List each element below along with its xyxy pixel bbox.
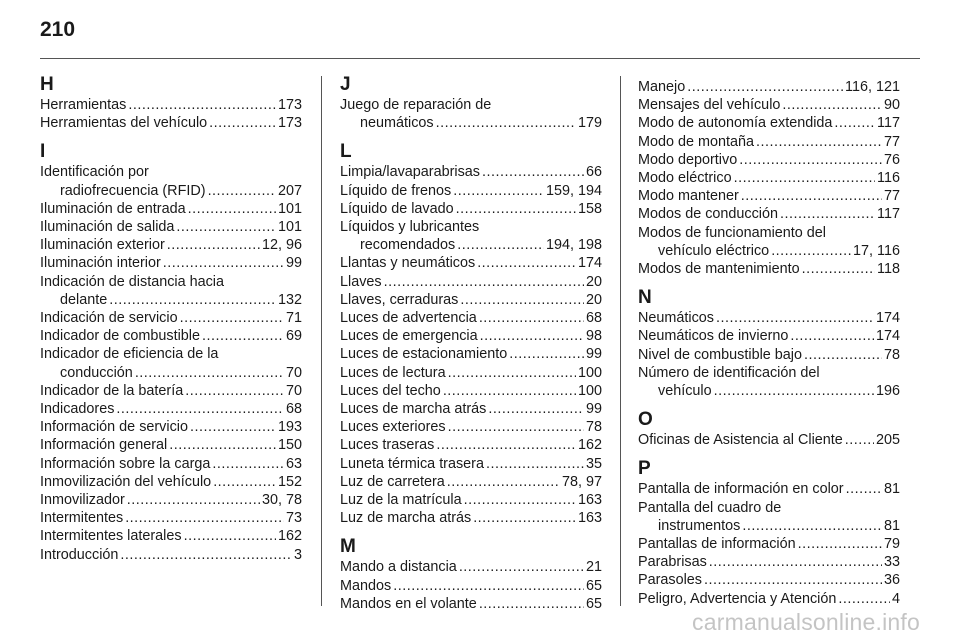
index-column-2 [340, 74, 602, 613]
index-entry [638, 517, 900, 535]
index-entry [340, 364, 602, 382]
entry-term: Neumáticos de invierno [638, 328, 789, 345]
index-entry [340, 254, 602, 272]
index-entry-heading: Indicador de eficiencia de la [40, 346, 219, 363]
section-letter: N [638, 287, 652, 309]
dot-leader [790, 327, 874, 345]
entry-term: Pantalla de información en color [638, 481, 844, 498]
entry-page-ref: 90 [883, 97, 900, 114]
entry-page-ref: 196 [875, 383, 900, 400]
dot-leader [209, 114, 276, 132]
dot-leader [714, 382, 874, 400]
entry-page-ref: 68 [585, 310, 602, 327]
entry-page-ref: 116 [877, 170, 900, 187]
index-entry [40, 327, 302, 345]
entry-term: Modos de mantenimiento [638, 261, 800, 278]
index-entry [40, 200, 302, 218]
entry-page-ref: 174 [875, 328, 900, 345]
section-letter: O [638, 409, 653, 431]
entry-page-ref: 194, 198 [545, 237, 602, 254]
dot-leader [202, 327, 284, 345]
index-entry [40, 114, 302, 132]
entry-page-ref: 162 [277, 528, 302, 545]
dot-leader [120, 546, 292, 564]
entry-page-ref: 71 [285, 310, 302, 327]
entry-page-ref: 20 [585, 291, 602, 308]
index-entry [340, 291, 602, 309]
index-entry [638, 242, 900, 260]
entry-page-ref: 118 [877, 261, 900, 278]
entry-term: Iluminación de entrada [40, 200, 186, 217]
index-entry [638, 431, 900, 449]
dot-leader [459, 558, 584, 576]
entry-page-ref: 70 [285, 382, 302, 399]
index-column-1 [40, 74, 302, 564]
entry-term: Iluminación exterior [40, 237, 165, 254]
entry-page-ref: 99 [585, 401, 602, 418]
entry-page-ref: 174 [875, 310, 900, 327]
entry-page-ref: 78 [883, 346, 900, 363]
index-entry [638, 480, 900, 498]
entry-term: Inmovilización del vehículo [40, 473, 212, 490]
index-entry [40, 400, 302, 418]
entry-page-ref: 173 [277, 97, 302, 113]
index-entry [40, 418, 302, 436]
column-divider [620, 76, 621, 606]
dot-leader [756, 133, 882, 151]
index-entry [638, 535, 900, 553]
dot-leader [488, 400, 584, 418]
dot-leader [739, 151, 882, 169]
index-entry [638, 133, 900, 151]
index-entry-heading: Líquidos y lubricantes [340, 219, 480, 236]
index-entry [340, 558, 602, 576]
index-entry [340, 418, 602, 436]
entry-page-ref: 163 [577, 492, 602, 509]
entry-term: Parasoles [638, 572, 702, 589]
entry-term: Luces del techo [340, 382, 441, 399]
entry-term: neumáticos [360, 115, 434, 132]
dot-leader [447, 473, 560, 491]
entry-term: Pantallas de información [638, 536, 796, 553]
entry-term: Mando a distancia [340, 559, 457, 576]
entry-term: Introducción [40, 546, 119, 563]
dot-leader [109, 291, 276, 309]
entry-term: Neumáticos [638, 310, 714, 327]
entry-page-ref: 179 [577, 115, 602, 132]
dot-leader [456, 200, 576, 218]
entry-term: Inmovilizador [40, 492, 125, 509]
dot-leader [213, 473, 276, 491]
dot-leader [443, 382, 576, 400]
dot-leader [169, 436, 276, 454]
entry-term: Líquido de lavado [340, 200, 454, 217]
dot-leader [116, 400, 284, 418]
entry-term: Modo eléctrico [638, 170, 732, 187]
index-entry [40, 473, 302, 491]
entry-page-ref: 69 [285, 328, 302, 345]
index-entry [40, 509, 302, 527]
dot-leader [448, 418, 584, 436]
entry-term: Limpia/lavaparabrisas [340, 164, 480, 181]
index-entry-heading: Pantalla del cuadro de [638, 499, 782, 516]
dot-leader [480, 327, 584, 345]
dot-leader [704, 571, 882, 589]
index-entry [340, 273, 602, 291]
entry-term: Modo deportivo [638, 151, 738, 168]
index-entry [40, 546, 302, 564]
dot-leader [802, 260, 875, 278]
dot-leader [436, 114, 576, 132]
entry-page-ref: 174 [577, 255, 602, 272]
index-entry [340, 200, 602, 218]
dot-leader [838, 590, 890, 608]
index-entry [340, 473, 602, 491]
dot-leader [509, 345, 584, 363]
index-entry [340, 595, 602, 613]
index-entry [340, 509, 602, 527]
dot-leader [127, 491, 260, 509]
dot-leader [163, 254, 284, 272]
section-letter: P [638, 458, 651, 480]
dot-leader [780, 205, 875, 223]
index-entry [40, 309, 302, 327]
section-letter: I [40, 141, 46, 163]
entry-page-ref: 162 [577, 437, 602, 454]
entry-page-ref: 100 [577, 382, 602, 399]
entry-page-ref: 17, 116 [853, 242, 900, 259]
entry-term: Luces de marcha atrás [340, 401, 487, 418]
section-letter: H [40, 74, 54, 95]
entry-page-ref: 117 [877, 115, 900, 132]
index-entry-heading: Identificación por [40, 164, 149, 181]
dot-leader [460, 291, 584, 309]
entry-page-ref: 101 [277, 200, 302, 217]
dot-leader [716, 309, 874, 327]
entry-term: Indicadores [40, 401, 115, 418]
section-letter: J [340, 74, 351, 95]
entry-page-ref: 173 [277, 115, 302, 132]
entry-page-ref: 3 [293, 546, 302, 563]
dot-leader [188, 200, 276, 218]
dot-leader [771, 242, 851, 260]
dot-leader [742, 517, 882, 535]
dot-leader [687, 78, 843, 96]
index-entry [40, 491, 302, 509]
index-entry [340, 309, 602, 327]
entry-page-ref: 66 [585, 164, 602, 181]
index-entry [340, 436, 602, 454]
entry-term: Luces de estacionamiento [340, 346, 508, 363]
entry-page-ref: 70 [285, 364, 302, 381]
entry-page-ref: 30, 78 [261, 492, 302, 509]
dot-leader [180, 309, 284, 327]
entry-page-ref: 205 [875, 432, 900, 449]
entry-term: Herramientas del vehículo [40, 115, 208, 132]
index-entry [638, 96, 900, 114]
entry-page-ref: 12, 96 [261, 237, 302, 254]
dot-leader [457, 236, 544, 254]
section-letter: L [340, 141, 352, 163]
dot-leader [184, 527, 276, 545]
entry-page-ref: 152 [277, 473, 302, 490]
index-entry-heading: Modos de funcionamiento del [638, 224, 826, 241]
index-entry [40, 96, 302, 114]
index-entry [638, 187, 900, 205]
dot-leader [473, 509, 576, 527]
entry-page-ref: 76 [883, 151, 900, 168]
entry-term: delante [60, 291, 108, 308]
entry-term: Indicador de la batería [40, 382, 184, 399]
entry-term: Luz de carretera [340, 473, 445, 490]
entry-term: Intermitentes [40, 510, 124, 527]
entry-page-ref: 81 [883, 517, 900, 534]
entry-page-ref: 98 [585, 328, 602, 345]
entry-term: Llaves, cerraduras [340, 291, 459, 308]
index-entry [40, 364, 302, 382]
entry-page-ref: 193 [277, 419, 302, 436]
dot-leader [741, 187, 882, 205]
entry-term: Manejo [638, 79, 686, 95]
entry-term: Modo de autonomía extendida [638, 115, 833, 132]
entry-page-ref: 73 [285, 510, 302, 527]
entry-term: Peligro, Advertencia y Atención [638, 590, 837, 607]
dot-leader [212, 455, 284, 473]
dot-leader [135, 364, 284, 382]
entry-term: Luneta térmica trasera [340, 455, 484, 472]
entry-term: Luces de lectura [340, 364, 446, 381]
dot-leader [167, 236, 260, 254]
index-entry [340, 577, 602, 595]
index-entry-heading: Número de identificación del [638, 364, 820, 381]
index-entry [340, 491, 602, 509]
index-entry [340, 382, 602, 400]
dot-leader [464, 491, 576, 509]
entry-term: radiofrecuencia (RFID) [60, 182, 206, 199]
dot-leader [208, 182, 276, 200]
entry-term: Iluminación de salida [40, 219, 175, 236]
entry-page-ref: 159, 194 [545, 182, 602, 199]
entry-term: Mandos en el volante [340, 595, 477, 612]
index-entry [638, 78, 900, 96]
entry-term: Parabrisas [638, 554, 707, 571]
entry-page-ref: 65 [585, 595, 602, 612]
entry-term: Indicación de servicio [40, 310, 178, 327]
entry-page-ref: 81 [883, 481, 900, 498]
index-entry-heading: Juego de reparación de [340, 97, 492, 113]
entry-term: Luz de marcha atrás [340, 510, 472, 527]
entry-page-ref: 101 [277, 219, 302, 236]
entry-term: vehículo [658, 383, 712, 400]
entry-term: conducción [60, 364, 133, 381]
dot-leader [479, 309, 584, 327]
index-entry [340, 455, 602, 473]
entry-page-ref: 100 [577, 364, 602, 381]
index-entry-heading: Indicación de distancia hacia [40, 273, 225, 290]
entry-page-ref: 68 [285, 401, 302, 418]
dot-leader [453, 182, 544, 200]
index-entry [40, 218, 302, 236]
entry-term: Información sobre la carga [40, 455, 211, 472]
index-entry [638, 169, 900, 187]
entry-term: recomendados [360, 237, 456, 254]
entry-term: vehículo eléctrico [658, 242, 770, 259]
entry-page-ref: 99 [585, 346, 602, 363]
index-entry [40, 527, 302, 545]
entry-term: Iluminación interior [40, 255, 161, 272]
entry-page-ref: 21 [585, 559, 602, 576]
entry-page-ref: 35 [585, 455, 602, 472]
dot-leader [176, 218, 276, 236]
dot-leader [486, 455, 584, 473]
entry-term: Luces traseras [340, 437, 435, 454]
entry-page-ref: 36 [883, 572, 900, 589]
entry-term: Llaves [340, 273, 382, 290]
dot-leader [734, 169, 875, 187]
dot-leader [393, 577, 584, 595]
dot-leader [128, 96, 276, 114]
entry-page-ref: 132 [277, 291, 302, 308]
entry-term: Llantas y neumáticos [340, 255, 476, 272]
entry-page-ref: 116, 121 [845, 79, 900, 95]
entry-page-ref: 65 [585, 577, 602, 594]
index-entry [40, 236, 302, 254]
index-entry [638, 553, 900, 571]
dot-leader [482, 163, 584, 181]
index-entry [40, 382, 302, 400]
index-column-3 [638, 78, 900, 608]
entry-term: Oficinas de Asistencia al Cliente [638, 432, 843, 449]
index-entry [40, 436, 302, 454]
entry-term: Luz de la matrícula [340, 492, 462, 509]
entry-page-ref: 117 [877, 206, 900, 223]
index-entry [638, 571, 900, 589]
index-entry [40, 291, 302, 309]
entry-page-ref: 207 [277, 182, 302, 199]
entry-page-ref: 63 [285, 455, 302, 472]
entry-term: Intermitentes laterales [40, 528, 182, 545]
entry-page-ref: 99 [285, 255, 302, 272]
entry-term: Modo de montaña [638, 133, 755, 150]
index-entry [340, 163, 602, 181]
entry-term: Nivel de combustible bajo [638, 346, 802, 363]
index-entry [40, 254, 302, 272]
entry-term: instrumentos [658, 517, 741, 534]
entry-page-ref: 163 [577, 510, 602, 527]
dot-leader [804, 346, 882, 364]
entry-page-ref: 4 [891, 590, 900, 607]
index-entry [638, 382, 900, 400]
entry-term: Herramientas [40, 97, 127, 113]
index-entry [638, 260, 900, 278]
entry-term: Luces de emergencia [340, 328, 478, 345]
watermark: carmanualsonline.info [692, 609, 920, 635]
entry-page-ref: 20 [585, 273, 602, 290]
entry-term: Luces exteriores [340, 419, 446, 436]
index-entry [340, 114, 602, 132]
dot-leader [834, 114, 875, 132]
dot-leader [782, 96, 882, 114]
entry-term: Indicador de combustible [40, 328, 200, 345]
dot-leader [479, 595, 584, 613]
index-entry [638, 151, 900, 169]
dot-leader [845, 431, 874, 449]
column-divider [321, 76, 322, 606]
dot-leader [846, 480, 882, 498]
index-entry [638, 590, 900, 608]
entry-term: Mandos [340, 577, 392, 594]
entry-page-ref: 77 [883, 188, 900, 205]
dot-leader [190, 418, 276, 436]
page-number: 210 [40, 18, 76, 41]
dot-leader [477, 254, 576, 272]
entry-term: Información general [40, 437, 168, 454]
entry-page-ref: 77 [883, 133, 900, 150]
index-entry [40, 455, 302, 473]
index-entry [340, 182, 602, 200]
index-entry [638, 114, 900, 132]
entry-term: Luces de advertencia [340, 310, 477, 327]
index-entry [638, 205, 900, 223]
index-entry [638, 309, 900, 327]
index-entry [340, 327, 602, 345]
entry-term: Líquido de frenos [340, 182, 452, 199]
index-entry [638, 327, 900, 345]
entry-term: Mensajes del vehículo [638, 97, 781, 114]
header-rule [40, 58, 920, 59]
entry-page-ref: 158 [577, 200, 602, 217]
entry-term: Modo mantener [638, 188, 739, 205]
entry-page-ref: 33 [883, 554, 900, 571]
dot-leader [709, 553, 882, 571]
dot-leader [798, 535, 882, 553]
dot-leader [448, 364, 576, 382]
section-letter: M [340, 536, 356, 558]
entry-term: Información de servicio [40, 419, 188, 436]
dot-leader [436, 436, 576, 454]
entry-page-ref: 150 [277, 437, 302, 454]
entry-term: Modos de conducción [638, 206, 778, 223]
entry-page-ref: 78 [585, 419, 602, 436]
entry-page-ref: 79 [883, 536, 900, 553]
dot-leader [125, 509, 284, 527]
index-entry [340, 236, 602, 254]
index-entry [340, 400, 602, 418]
dot-leader [185, 382, 284, 400]
index-entry [40, 182, 302, 200]
entry-page-ref: 78, 97 [561, 473, 602, 490]
dot-leader [384, 273, 584, 291]
index-entry [638, 346, 900, 364]
index-entry [340, 345, 602, 363]
